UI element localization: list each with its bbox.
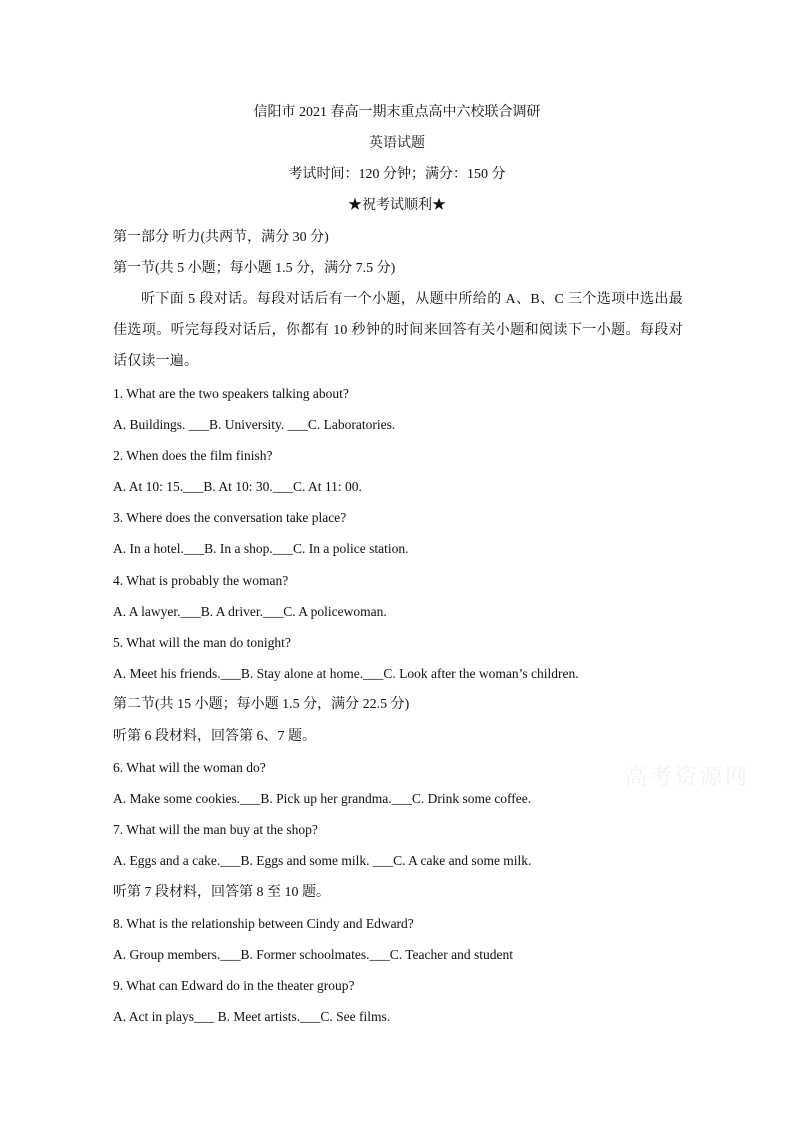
section1-title: 第一节(共 5 小题；每小题 1.5 分，满分 7.5 分) [113,261,396,276]
question-3: 3. Where does the conversation take place? [113,510,347,525]
watermark: 高考资源网 [625,765,751,790]
part1-title: 第一部分 听力(共两节，满分 30 分) [113,230,329,245]
question-1-options: A. Buildings. ___B. University. ___C. Laboratories. [113,417,396,432]
question-4-options: A. A lawyer.___B. A driver.___C. A policewoman. [113,604,387,619]
question-5-options: A. Meet his friends.___B. Stay alone at home.___C. Look after the woman’s children. [113,666,579,681]
question-2: 2. When does the film finish? [113,448,273,463]
question-3-options: A. In a hotel.___B. In a shop.___C. In a police station. [113,541,409,556]
exam-subject: 英语试题 [369,136,425,151]
material-6-instruction: 听第 6 段材料，回答第 6、7 题。 [113,729,316,744]
exam-title: 信阳市 2021 春高一期末重点高中六校联合调研 [253,105,541,120]
exam-info: 考试时间：120 分钟；满分：150 分 [288,167,506,182]
question-4: 4. What is probably the woman? [113,573,289,588]
question-5: 5. What will the man do tonight? [113,635,291,650]
section2-title: 第二节(共 15 小题；每小题 1.5 分，满分 22.5 分) [113,697,410,712]
question-8-options: A. Group members.___B. Former schoolmates.___C. Teacher and student [113,947,513,962]
exam-wish: ★祝考试顺利★ [348,198,446,213]
question-8: 8. What is the relationship between Cindy and Edward? [113,916,414,931]
question-9-options: A. Act in plays___ B. Meet artists.___C. See films. [113,1009,391,1024]
question-1: 1. What are the two speakers talking about? [113,386,349,401]
question-9: 9. What can Edward do in the theater group? [113,978,355,993]
section1-instructions: 听下面 5 段对话。每段对话后有一个小题，从题中所给的 A、B、C 三个选项中选出最佳选项。听完每段对话后，你都有 10 秒钟的时间来回答有关小题和阅读下一小题。每段对话仅读一遍。 [113,292,683,369]
material-7-instruction: 听第 7 段材料，回答第 8 至 10 题。 [113,885,330,900]
question-7: 7. What will the man buy at the shop? [113,822,318,837]
question-7-options: A. Eggs and a cake.___B. Eggs and some milk. ___C. A cake and some milk. [113,853,532,868]
question-2-options: A. At 10: 15.___B. At 10: 30.___C. At 11: 00. [113,479,362,494]
question-6-options: A. Make some cookies.___B. Pick up her grandma.___C. Drink some coffee. [113,791,532,806]
question-6: 6. What will the woman do? [113,760,266,775]
